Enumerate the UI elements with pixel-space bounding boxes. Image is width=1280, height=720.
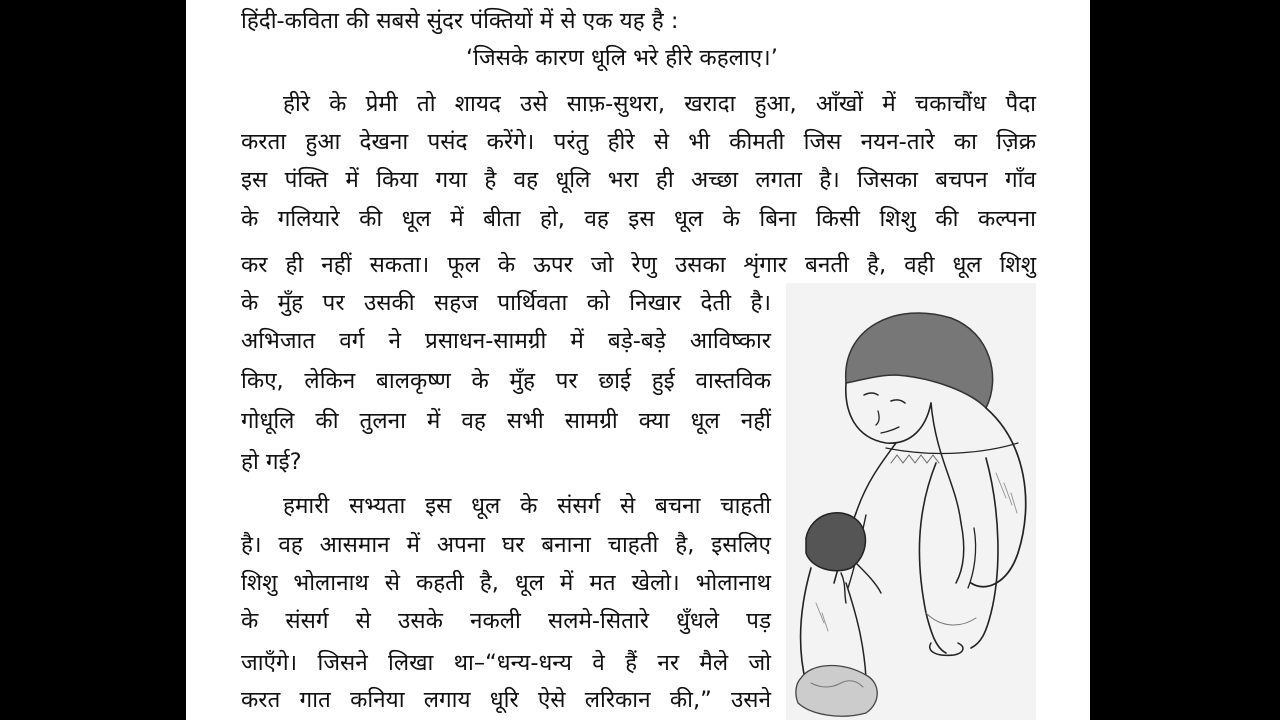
para1-line-6: के मुँह पर उसकी सहज पार्थिवता को निखार देती है। (241, 290, 771, 316)
para1-line-7: अभिजात वर्ग ने प्रसाधन-सामग्री में बड़े-बड़े आविष्कार (241, 328, 771, 354)
para1-line-10: हो गई? (241, 449, 302, 475)
para1-line-8: किए, लेकिन बालकृष्ण के मुँह पर छाई हुई वास्तविक (241, 368, 771, 394)
para1-line-3: इस पंक्ति में किया गया है वह धूलि भरा ही अच्छा लगता है। जिसका बचपन गाँव (241, 167, 1036, 193)
para2-line-5: जाएँगे। जिसने लिखा था–“धन्य-धन्य वे हैं नर मैले जो (241, 650, 771, 676)
para1-line-2: करता हुआ देखना पसंद करेंगे। परंतु हीरे से भी कीमती जिस नयन-तारे का ज़िक्र (241, 129, 1036, 155)
para1-line-1: हीरे के प्रेमी तो शायद उसे साफ़-सुथरा, खरादा हुआ, आँखों में चकाचौंध पैदा (283, 91, 1036, 117)
para1-line-4: के गलियारे की धूल में बीता हो, वह इस धूल के बिना किसी शिशु की कल्पना (241, 206, 1036, 232)
para2-line-4: के संसर्ग से उसके नकली सलमे-सितारे धुँधले पड़ (241, 608, 771, 634)
quote-line: ‘जिसके कारण धूलि भरे हीरे कहलाए।’ (466, 45, 778, 71)
textbook-page (186, 0, 1090, 720)
illustration-adult-and-child (786, 283, 1036, 720)
intro-line: हिंदी-कविता की सबसे सुंदर पंक्तियों में से एक यह है : (241, 8, 679, 34)
para1-line-9: गोधूलि की तुलना में वह सभी सामग्री क्या धूल नहीं (241, 408, 771, 434)
para2-line-2: है। वह आसमान में अपना घर बनाना चाहती है, इसलिए (241, 532, 771, 558)
para2-line-1: हमारी सभ्यता इस धूल के संसर्ग से बचना चाहती (283, 493, 771, 519)
para2-line-3: शिशु भोलानाथ से कहती है, धूल में मत खेलो। भोलानाथ (241, 570, 771, 596)
para1-line-5: कर ही नहीं सकता। फूल के ऊपर जो रेणु उसका शृंगार बनती है, वही धूल शिशु (241, 252, 1036, 278)
para2-line-6: करत गात कनिया लगाय धूरि ऐसे लरिकान की,” उसने (241, 687, 771, 713)
